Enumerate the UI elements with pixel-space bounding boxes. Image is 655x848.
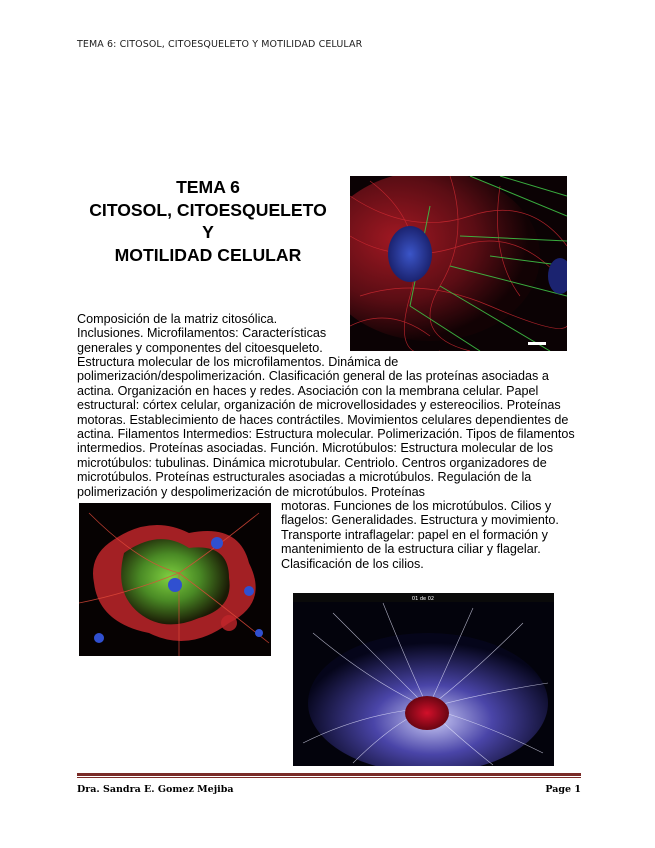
micrograph-cell-green-red	[79, 503, 271, 656]
footer-author: Dra. Sandra E. Gomez Mejiba	[77, 784, 234, 795]
title-line-2: CITOSOL, CITOESQUELETO	[89, 199, 327, 220]
paragraph-continuation: motoras. Funciones de los microtúbulos. Cilios y flagelos: Generalidades. Estructura y movimiento. Transporte intraflagelar: papel en el formación y mantenimiento de la estructura ciliar y flagelar. Clasificación de los cilios.	[281, 499, 559, 571]
title-line-4: MOTILIDAD CELULAR	[114, 244, 302, 265]
footer-rule-thick	[77, 773, 581, 776]
micrograph-cytoskeleton-red-green	[350, 176, 567, 351]
footer-rule-thin	[77, 777, 581, 778]
title-line-3: Y	[202, 222, 214, 242]
page-header: TEMA 6: CITOSOL, CITOESQUELETO Y MOTILIDAD CELULAR	[77, 39, 363, 50]
image-top-label: 01 de 02	[411, 596, 435, 602]
document-title	[74, 176, 342, 266]
paragraph-main: Estructura molecular de los microfilamentos. Dinámica de polimerización/despolimerización. Clasificación general de las proteínas asociadas a actina. Organización en haces y redes. Asociación con la membrana celular. Papel estructural: córtex celular, organización de microvellosidades y estereocilios. Proteínas motoras. Establecimiento de haces contráctiles. Movimientos celulares dependientes de actina. Filamentos Intermedios: Estructura molecular. Polimerización. Tipos de filamentos intermedios. Proteínas asociadas. Función. Microtúbulos: Estructura molecular de los microtúbulos: tubulinas. Dinámica microtubular. Centriolo. Centros organizadores de microtúbulos. Proteínas estructurales asociadas a microtúbulos. Regulación de la polimerización y despolimerización de microtúbulos. Proteínas	[77, 355, 575, 499]
footer-page-number: Page 1	[545, 784, 581, 795]
title-line-1: TEMA 6	[176, 177, 240, 197]
micrograph-cytoskeleton-network	[293, 593, 554, 766]
paragraph-intro: Composición de la matriz citosólica. Inclusiones. Microfilamentos: Características generales y componentes del citoesqueleto.	[77, 312, 327, 355]
